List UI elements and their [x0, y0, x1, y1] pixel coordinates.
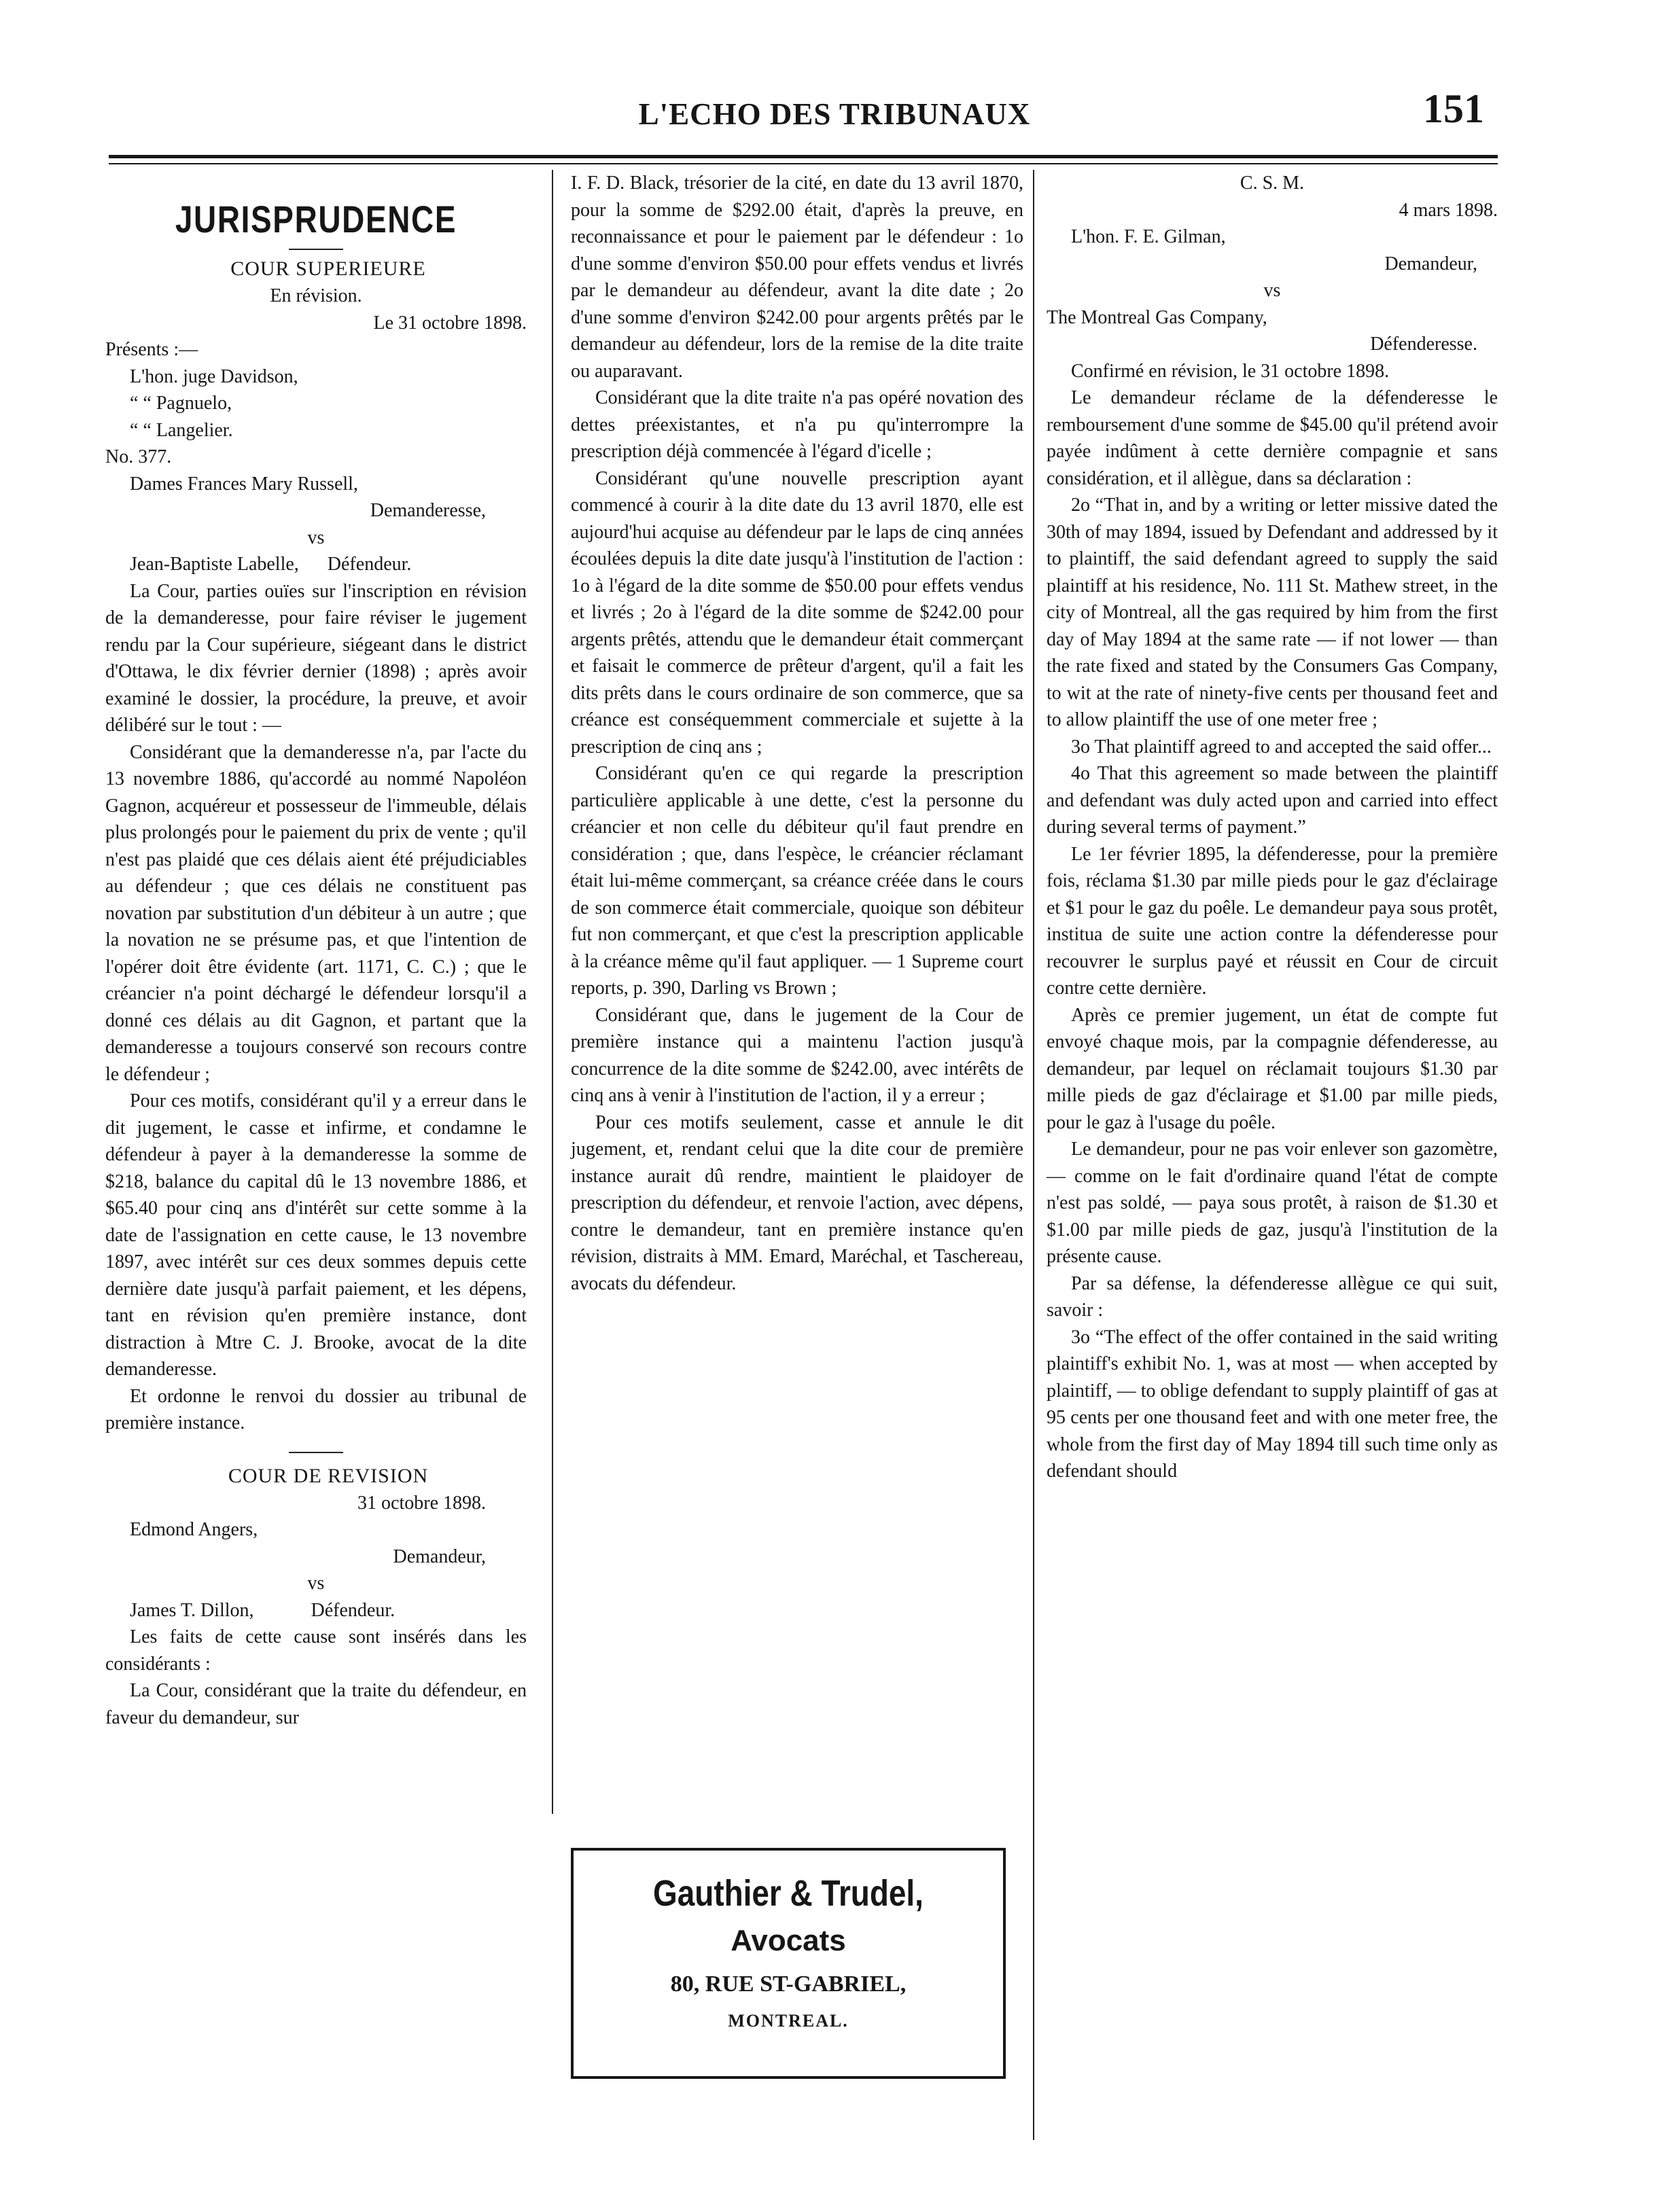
- paragraph: Le demandeur réclame de la défenderesse le remboursement d'une somme de $45.00 qu'il prétend avoir payée indûment à cette dernière compagnie et sans considération, et il allègue, dans sa déclaration :: [1047, 387, 1498, 489]
- ad-city: MONTREAL.: [728, 2011, 849, 2031]
- paragraph: Considérant que la demanderesse n'a, par l'acte du 13 novembre 1886, qu'accordé au nommé Napoléon Gagnon, acquéreur et possesseur de l'immeuble, délais plus prolongés pour le paiement du prix de vente ; qu'il n'est pas plaidé que ces délais aient été préjudiciables au défendeur ; que ces délais ne constituent pas novation par substitution d'un débiteur à un autre ; que la novation ne se présume pas, et que l'intention de l'opérer doit être évidente (art. 1171, C. C.) ; que le créancier n'a point déchargé le défendeur lorsqu'il a donné ces délais au dit Gagnon, et partant que la demanderesse a toujours conservé son recours contre le défendeur ;: [105, 741, 527, 1085]
- paragraph: Considérant qu'une nouvelle prescription ayant commencé à courir à la dite date du 13 avril 1870, elle est aujourd'hui acquise au défendeur par le laps de cinq années écoulées depuis la dite date jusqu'à l'institution de l'action : 1o à l'égard de la dite somme de $50.00 pour effets vendus et livrés ; 2o à l'égard de la dite somme de $242.00 pour argents prêtés, attendu que le demandeur était commerçant et faisait le commerce de prêteur d'argent, qu'il a fait les dits prêts dans le cours ordinaire de son commerce, que sa créance est conséquemment commerciale et sujette à la prescription de cinq ans ;: [571, 467, 1023, 757]
- case-date: 31 octobre 1898.: [357, 1492, 486, 1514]
- paragraph: Considérant que, dans le jugement de la Cour de première instance qui a maintenu l'action jusqu'à concurrence de la dite somme de $242.00, avec intérêts de cinq ans à venir à l'institution de l'action, il y a erreur ;: [571, 1004, 1023, 1106]
- versus: vs: [307, 527, 325, 548]
- paragraph: Confirmé en révision, le 31 octobre 1898.: [1071, 360, 1390, 382]
- paragraph: 3o “The effect of the offer contained in the said writing plaintiff's exhibit No. 1, was at most — when accepted by plaintiff, — to oblige defendant to supply plaintiff of gas at 95 cents per one thousand feet and with one meter free, the whole from the first day of May 1894 till such time only as defendant should: [1047, 1326, 1498, 1482]
- paragraph: Par sa défense, la défenderesse allègue ce qui suit, savoir :: [1047, 1272, 1498, 1321]
- case-date: 4 mars 1898.: [1399, 199, 1498, 221]
- paragraph: La Cour, considérant que la traite du défendeur, en faveur du demandeur, sur: [105, 1680, 527, 1728]
- paragraph: Considérant que la dite traite n'a pas opéré novation des dettes préexistantes, et n'a pu qu'interrompre la prescription déjà commencée à l'égard d'icelle ;: [571, 387, 1023, 462]
- advertisement-box: [571, 1848, 1006, 2079]
- case-number: No. 377.: [105, 446, 172, 467]
- paragraph: 2o “That in, and by a writing or letter missive dated the 30th of may 1894, issued by Defendant and addressed by it to plaintiff, the said defendant agreed to supply the said plaintiff at his residence, No. 111 St. Mathew street, in the city of Montreal, all the gas required by him from the first day of May 1894 at the same rate — if not lower — than the rate fixed and stated by the Consumers Gas Company, to wit at the rate of ninety-five cents per thousand feet and to allow plaintiff the use of one meter free ;: [1047, 495, 1498, 730]
- paragraph: 4o That this agreement so made between the plaintiff and defendant was duly acted upon and carried into effect during several terms of payment.”: [1047, 763, 1498, 838]
- plaintiff-name: Edmond Angers,: [130, 1519, 258, 1540]
- header-rule-thick: [109, 155, 1498, 158]
- plaintiff-role: Demandeur,: [1384, 253, 1477, 274]
- paragraph: I. F. D. Black, trésorier de la cité, en date du 13 avril 1870, pour la somme de $292.00 était, d'après la preuve, en reconnaissance et pour le paiement par le défendeur : 1o d'une somme d'environ $50.00 pour effets vendus et livrés par le demandeur au défendeur, avant la dite date ; 2o d'une somme d'environ $242.00 pour argents prêtés par le demandeur au défendeur, lors de la remise de la dite traite ou auparavant.: [571, 173, 1023, 382]
- masthead-title: L'ECHO DES TRIBUNAUX: [638, 97, 1031, 131]
- paragraph: Pour ces motifs, considérant qu'il y a erreur dans le dit jugement, le casse et infirme, et condamne le défendeur à payer à la demanderesse la somme de $218, balance du capital dû le 13 novembre 1886, et $65.40 pour cinq ans d'intérêt sur cette somme à la date de l'assignation en cette cause, le 13 novembre 1897, avec intérêt sur ces deux sommes depuis cette dernière date jusqu'à parfait paiement, et les dépens, tant en révision qu'en première instance, dont distraction à Mtre C. J. Brooke, avocat de la dite demanderesse.: [105, 1090, 527, 1380]
- plaintiff-role: Demanderesse,: [370, 500, 486, 521]
- versus: vs: [307, 1573, 325, 1594]
- defendant-line: Jean-Baptiste Labelle, Défendeur.: [130, 554, 412, 575]
- column-divider-right: [1033, 170, 1034, 2140]
- paragraph: Le demandeur, pour ne pas voir enlever son gazomètre, — comme on le fait d'ordinaire quand l'état de compte n'est pas soldé, — paya sous protêt, à raison de $1.30 et $1.00 par mille pieds de gaz, jusqu'à l'institution de la présente cause.: [1047, 1139, 1498, 1267]
- versus: vs: [1263, 280, 1281, 301]
- ad-firm-name: Gauthier & Trudel,: [653, 1873, 924, 1914]
- paragraph: Les faits de cette cause sont insérés dans les considérants :: [105, 1626, 527, 1675]
- judge-line: L'hon. juge Davidson,: [130, 365, 298, 387]
- presents-label: Présents :—: [105, 339, 198, 360]
- court-heading: C. S. M.: [1240, 173, 1305, 194]
- page-number: 151: [1423, 86, 1484, 131]
- court-heading: COUR DE REVISION: [228, 1464, 429, 1487]
- paragraph: 3o That plaintiff agreed to and accepted the said offer...: [1071, 736, 1492, 757]
- title-rule: [289, 249, 343, 250]
- column-1: [105, 170, 527, 1731]
- column-divider-left: [552, 170, 553, 1814]
- section-title: JURISPRUDENCE: [175, 198, 457, 240]
- plaintiff-name: Dames Frances Mary Russell,: [130, 473, 358, 495]
- ad-role: Avocats: [731, 1924, 846, 1957]
- judge-line: “ “ Pagnuelo,: [130, 393, 232, 414]
- header-rule-thin: [109, 163, 1498, 164]
- case-separator: [289, 1452, 343, 1453]
- paragraph: Et ordonne le renvoi du dossier au tribunal de première instance.: [105, 1385, 527, 1433]
- paragraph: Considérant qu'en ce qui regarde la prescription particulière applicable à une dette, c'est la personne du créancier et non celle du débiteur qu'il faut prendre en considération ; que, dans l'espèce, le créancier réclamant était lui-même commerçant, sa créance créée dans le cours de son commerce était commerciale, quoique son débiteur fut non commerçant, et que c'est la prescription applicable à la créance même qu'il faut appliquer. — 1 Supreme court reports, p. 390, Darling vs Brown ;: [571, 763, 1023, 999]
- plaintiff-name: L'hon. F. E. Gilman,: [1071, 226, 1226, 247]
- court-heading: COUR SUPERIEURE: [230, 257, 426, 280]
- column-3: [1047, 170, 1498, 1485]
- court-subtitle: En révision.: [270, 285, 362, 306]
- plaintiff-role: Demandeur,: [393, 1546, 486, 1567]
- defendant-name: The Montreal Gas Company,: [1047, 306, 1267, 328]
- defendant-line: James T. Dillon, Défendeur.: [130, 1599, 396, 1621]
- ad-address: 80, RUE ST-GABRIEL,: [670, 1972, 907, 1997]
- paragraph: Le 1er février 1895, la défenderesse, pour la première fois, réclama $1.30 par mille pieds pour le gaz d'éclairage et $1 pour le gaz du poêle. Le demandeur paya sous protêt, institua de suite une action contre la défenderesse pour recouvrer le surplus payé et réussit en Cour de circuit contre cette dernière.: [1047, 843, 1498, 999]
- defendant-role: Défenderesse.: [1370, 334, 1477, 355]
- column-2: [571, 170, 1023, 1297]
- case-date: Le 31 octobre 1898.: [373, 312, 527, 334]
- judge-line: “ “ Langelier.: [130, 419, 233, 441]
- paragraph: La Cour, parties ouïes sur l'inscription en révision de la demanderesse, pour faire réviser le jugement rendu par la Cour supérieure, siégeant dans le district d'Ottawa, le dix février dernier (1898) ; après avoir examiné le dossier, la procédure, la preuve, et avoir délibéré sur le tout : —: [105, 580, 527, 736]
- paragraph: Pour ces motifs seulement, casse et annule le dit jugement, et, rendant celui que la dite cour de première instance aurait dû rendre, maintient le plaidoyer de prescription du défendeur, et renvoie l'action, avec dépens, contre le demandeur, tant en première instance qu'en révision, distraits à MM. Emard, Maréchal, et Taschereau, avocats du défendeur.: [571, 1111, 1023, 1294]
- paragraph: Après ce premier jugement, un état de compte fut envoyé chaque mois, par la compagnie défenderesse, au demandeur, par lequel on réclamait toujours $1.30 par mille pieds de gaz d'éclairage et $1.00 par mille pieds, pour le gaz à l'usage du poêle.: [1047, 1004, 1498, 1133]
